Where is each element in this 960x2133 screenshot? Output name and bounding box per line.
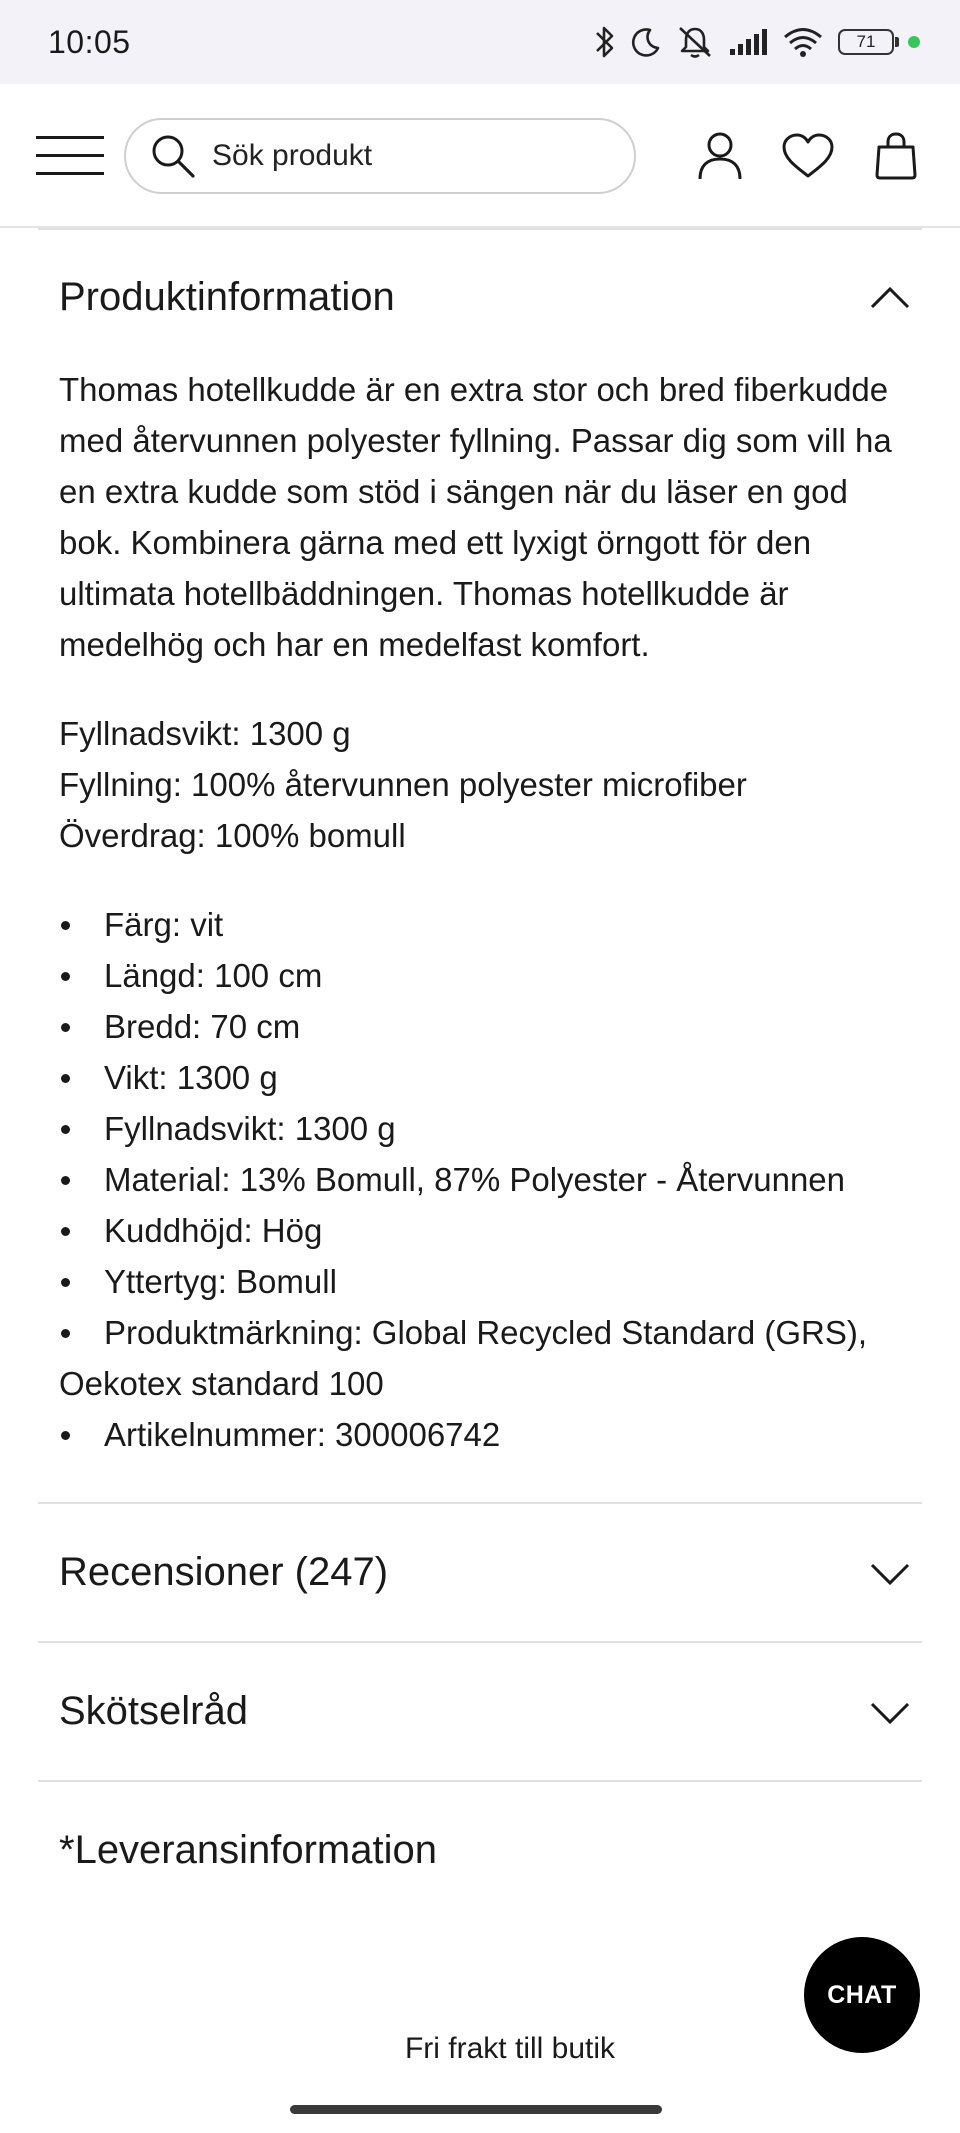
list-item: Produktmärkning: Global Recycled Standard (GRS), Oekotex standard 100 bbox=[59, 1307, 901, 1409]
accordion-product-info-header[interactable] bbox=[38, 230, 922, 364]
list-item: Bredd: 70 cm bbox=[59, 1001, 901, 1052]
account-button[interactable] bbox=[692, 128, 748, 184]
shopping-bag-icon bbox=[874, 131, 918, 181]
spec-lines bbox=[59, 708, 901, 861]
chevron-down-icon[interactable] bbox=[868, 1690, 912, 1734]
heart-icon bbox=[781, 133, 835, 179]
chevron-down-icon[interactable] bbox=[868, 1551, 912, 1595]
search-box[interactable] bbox=[124, 118, 636, 194]
bluetooth-icon bbox=[594, 24, 616, 60]
spec-line: Fyllnadsvikt: 1300 g bbox=[59, 715, 351, 752]
hamburger-line bbox=[36, 136, 104, 139]
list-item: Kuddhöjd: Hög bbox=[59, 1205, 901, 1256]
status-time: 10:05 bbox=[48, 24, 131, 60]
search-icon bbox=[150, 133, 196, 179]
chevron-up-icon[interactable] bbox=[868, 275, 912, 319]
menu-button[interactable] bbox=[36, 134, 104, 178]
accordion-delivery-header[interactable] bbox=[38, 1782, 922, 1918]
list-item: Yttertyg: Bomull bbox=[59, 1256, 901, 1307]
status-icons bbox=[594, 22, 920, 62]
signal-icon bbox=[728, 27, 768, 57]
spec-list bbox=[59, 899, 901, 1460]
list-item: Längd: 100 cm bbox=[59, 950, 901, 1001]
product-details bbox=[38, 228, 922, 1918]
section-title-product-info: Produktinformation bbox=[59, 274, 395, 319]
cart-button[interactable] bbox=[868, 128, 924, 184]
privacy-indicator-dot bbox=[908, 36, 920, 48]
list-item: Artikelnummer: 300006742 bbox=[59, 1409, 901, 1460]
list-item: Material: 13% Bomull, 87% Polyester - Återvunnen bbox=[59, 1154, 901, 1205]
list-item: Fyllnadsvikt: 1300 g bbox=[59, 1103, 901, 1154]
bell-muted-icon bbox=[676, 24, 714, 60]
chat-button[interactable]: CHAT bbox=[804, 1937, 920, 2053]
product-info-body bbox=[38, 364, 922, 1460]
home-indicator[interactable] bbox=[290, 2105, 662, 2114]
hamburger-line bbox=[36, 154, 104, 157]
wishlist-button[interactable] bbox=[780, 128, 836, 184]
search-input[interactable] bbox=[210, 138, 614, 174]
section-title-reviews: Recensioner (247) bbox=[59, 1550, 389, 1594]
section-title-delivery: *Leveransinformation bbox=[59, 1827, 437, 1872]
status-bar bbox=[0, 0, 960, 84]
section-title-care: Skötselråd bbox=[59, 1689, 248, 1733]
hamburger-line bbox=[36, 172, 104, 175]
site-header bbox=[0, 84, 960, 228]
spec-line: Fyllning: 100% återvunnen polyester microfiber bbox=[59, 766, 747, 803]
moon-icon bbox=[630, 26, 662, 58]
battery-level: 71 bbox=[856, 32, 876, 51]
list-item: Vikt: 1300 g bbox=[59, 1052, 901, 1103]
wifi-icon bbox=[782, 25, 824, 59]
product-description: Thomas hotellkudde är en extra stor och bred fiberkudde med återvunnen polyester fyllning. Passar dig som vill ha en extra kudde som stöd i sängen när du läser en god bok. Kombinera gärna med ett lyxigt örngott för den ultimata hotellbäddningen. Thomas hotellkudde är medelhög och har en medelfast komfort. bbox=[59, 371, 892, 663]
shipping-note: Fri frakt till butik bbox=[404, 2032, 616, 2065]
accordion-care-header[interactable] bbox=[38, 1643, 922, 1780]
battery-icon bbox=[838, 29, 894, 55]
spec-line: Överdrag: 100% bomull bbox=[59, 817, 406, 854]
list-item: Färg: vit bbox=[59, 899, 901, 950]
user-icon bbox=[697, 131, 743, 181]
accordion-reviews-header[interactable] bbox=[38, 1504, 922, 1641]
